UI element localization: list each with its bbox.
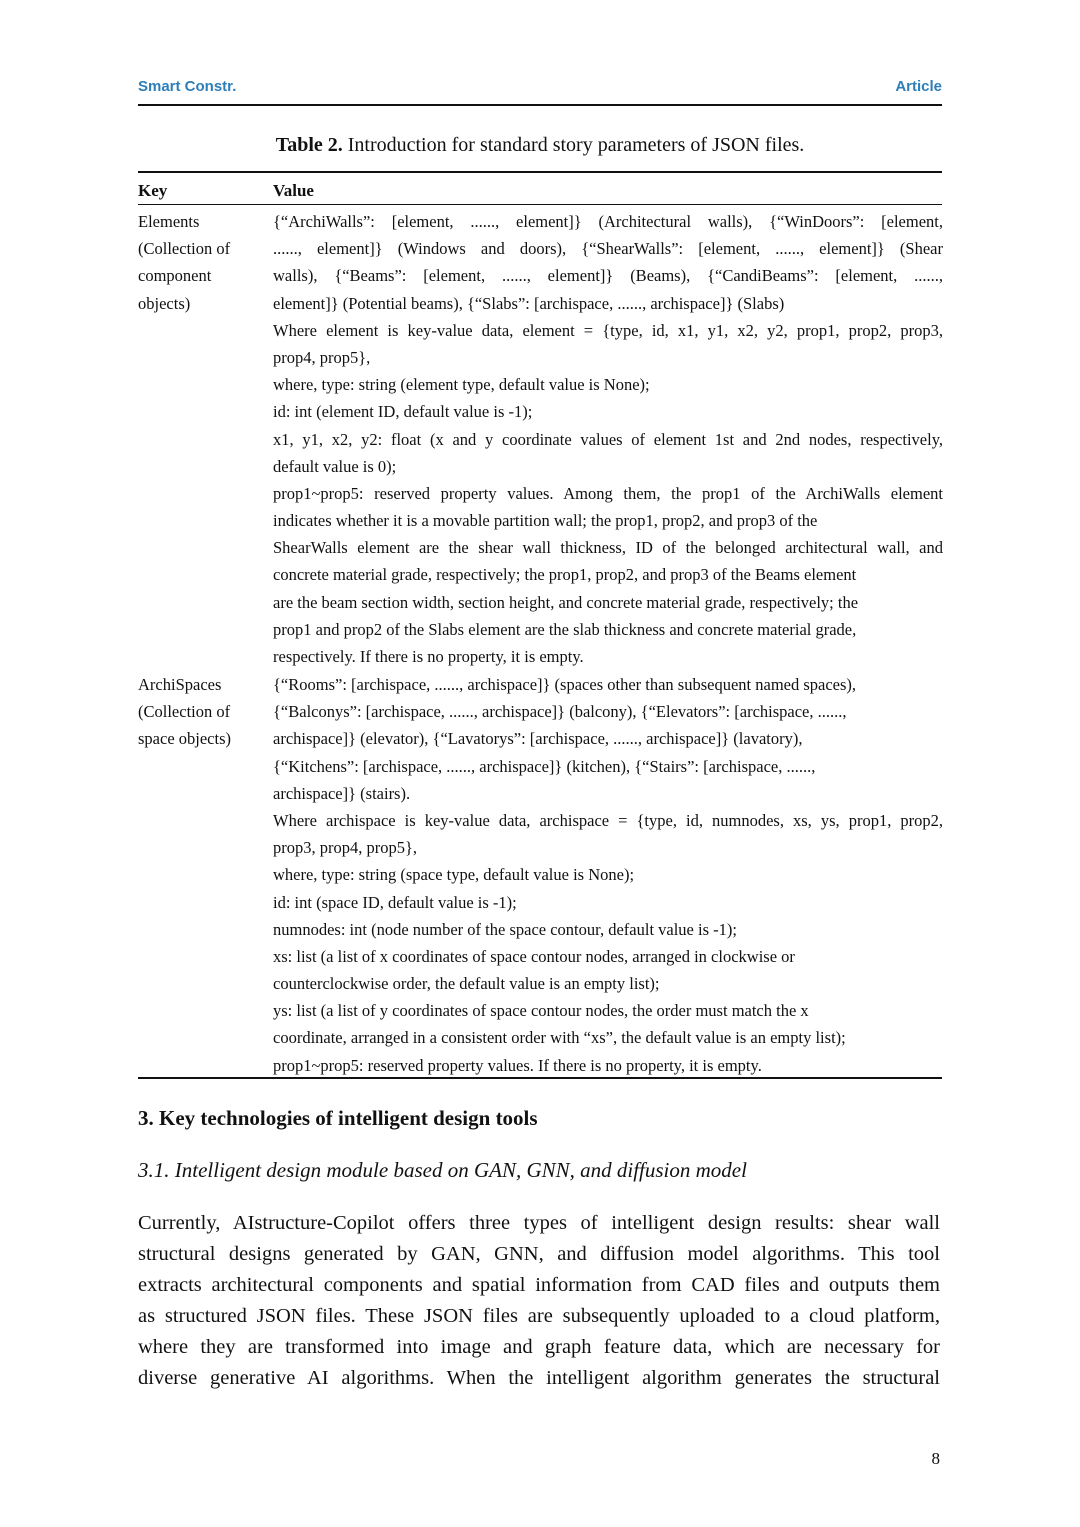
value-line: respectively. If there is no property, it is empty. <box>273 647 584 666</box>
key-line: (Collection of <box>138 239 231 259</box>
value-line: xs: list (a list of x coordinates of space contour nodes, arranged in clockwise or <box>273 946 795 966</box>
table-top-rule <box>138 171 942 173</box>
table-header-key: Key <box>138 181 168 200</box>
value-line: walls), {“Beams”: [element, ......, element]} (Beams), {“CandiBeams”: [element, ......, <box>273 266 943 286</box>
value-line: id: int (space ID, default value is -1); <box>273 892 517 912</box>
key-line: ArchiSpaces <box>138 675 222 694</box>
table-caption <box>0 134 1080 157</box>
table-caption-text: Introduction for standard story parameters of JSON files. <box>342 134 805 156</box>
value-line: numnodes: int (node number of the space contour, default value is -1); <box>273 919 737 939</box>
key-line: (Collection of <box>138 702 231 722</box>
value-line: concrete material grade, respectively; the prop1, prop2, and prop3 of the Beams element <box>273 565 857 585</box>
article-type: Article <box>895 78 942 95</box>
value-line: x1, y1, x2, y2: float (x and y coordinate values of element 1st and 2nd nodes, respectively, <box>273 429 943 449</box>
value-line: indicates whether it is a movable partition wall; the prop1, prop2, and prop3 of the <box>273 511 818 531</box>
value-line: where, type: string (space type, default value is None); <box>273 865 635 885</box>
table-header-value: Value <box>273 181 314 200</box>
value-line: {“Balconys”: [archispace, ......, archispace]} (balcony), {“Elevators”: [archispace, ......, <box>273 702 847 722</box>
paragraph-line: structural designs generated by GAN, GNN, and diffusion model algorithms. This tool <box>138 1243 940 1265</box>
value-line: prop3, prop4, prop5}, <box>273 838 418 858</box>
value-line: element]} (Potential beams), {“Slabs”: [archispace, ......, archispace]} (Slabs) <box>273 293 785 313</box>
value-line: archispace]} (stairs). <box>273 783 411 803</box>
value-line: counterclockwise order, the default value is an empty list); <box>273 974 660 994</box>
value-line: {“Kitchens”: [archispace, ......, archispace]} (kitchen), {“Stairs”: [archispace, ......, <box>273 756 816 776</box>
value-line: are the beam section width, section height, and concrete material grade, respectively; the <box>273 592 859 612</box>
value-line: {“Rooms”: [archispace, ......, archispace]} (spaces other than subsequent named spaces), <box>273 675 857 694</box>
value-line: {“ArchiWalls”: [element, ......, element]} (Architectural walls), {“WinDoors”: [element, <box>273 212 943 231</box>
table-caption-label: Table 2. <box>275 134 343 156</box>
value-line: where, type: string (element type, default value is None); <box>273 375 650 395</box>
value-line: id: int (element ID, default value is -1); <box>273 402 533 422</box>
value-line: ......, element]} (Windows and doors), {“ShearWalls”: [element, ......, element]} (Shear <box>273 239 943 259</box>
key-line: space objects) <box>138 729 231 749</box>
section-title: 3. Key technologies of intelligent design tools <box>138 1106 538 1130</box>
value-line: prop1~prop5: reserved property values. If there is no property, it is empty. <box>273 1055 762 1075</box>
paragraph-line: diverse generative AI algorithms. When the intelligent algorithm generates the structural <box>138 1367 940 1389</box>
header-rule <box>138 104 942 106</box>
key-line: objects) <box>138 293 191 313</box>
table-bottom-rule <box>138 1077 942 1079</box>
value-line: ys: list (a list of y coordinates of space contour nodes, the order must match the x <box>273 1001 809 1021</box>
value-line: archispace]} (elevator), {“Lavatorys”: [archispace, ......, archispace]} (lavatory), <box>273 729 803 749</box>
value-line: coordinate, arranged in a consistent order with “xs”, the default value is an empty list); <box>273 1028 846 1048</box>
table-row-elements-key <box>138 208 268 317</box>
value-line: ShearWalls element are the shear wall thickness, ID of the belonged architectural wall, and <box>273 538 943 558</box>
journal-name: Smart Constr. <box>138 78 237 95</box>
paragraph-line: as structured JSON files. These JSON files are subsequently uploaded to a cloud platform, <box>138 1305 940 1327</box>
paragraph-line: where they are transformed into image and graph feature data, which are necessary for <box>138 1336 940 1358</box>
running-header <box>138 78 942 100</box>
paragraph-line: Currently, AIstructure-Copilot offers three types of intelligent design results: shear wall <box>138 1212 940 1234</box>
value-line: default value is 0); <box>273 456 397 476</box>
value-line: prop1 and prop2 of the Slabs element are the slab thickness and concrete material grade, <box>273 619 857 639</box>
value-line: prop4, prop5}, <box>273 347 371 367</box>
table-row-archispaces-value <box>273 671 943 1079</box>
table-header-rule <box>138 204 942 205</box>
key-line: component <box>138 266 212 286</box>
subsection-title: 3.1. Intelligent design module based on GAN, GNN, and diffusion model <box>138 1158 747 1182</box>
table-row-archispaces-key <box>138 671 268 753</box>
page-number: 8 <box>931 1449 940 1468</box>
table-row-elements-value <box>273 208 943 670</box>
key-line: Elements <box>138 212 200 231</box>
value-line: prop1~prop5: reserved property values. Among them, the prop1 of the ArchiWalls element <box>273 483 943 503</box>
paragraph-line: extracts architectural components and spatial information from CAD files and outputs them <box>138 1274 940 1296</box>
body-paragraph <box>138 1208 940 1394</box>
value-line: Where archispace is key-value data, archispace = {type, id, numnodes, xs, ys, prop1, prop2, <box>273 810 943 830</box>
value-line: Where element is key-value data, element = {type, id, x1, y1, x2, y2, prop1, prop2, prop3, <box>273 320 943 340</box>
